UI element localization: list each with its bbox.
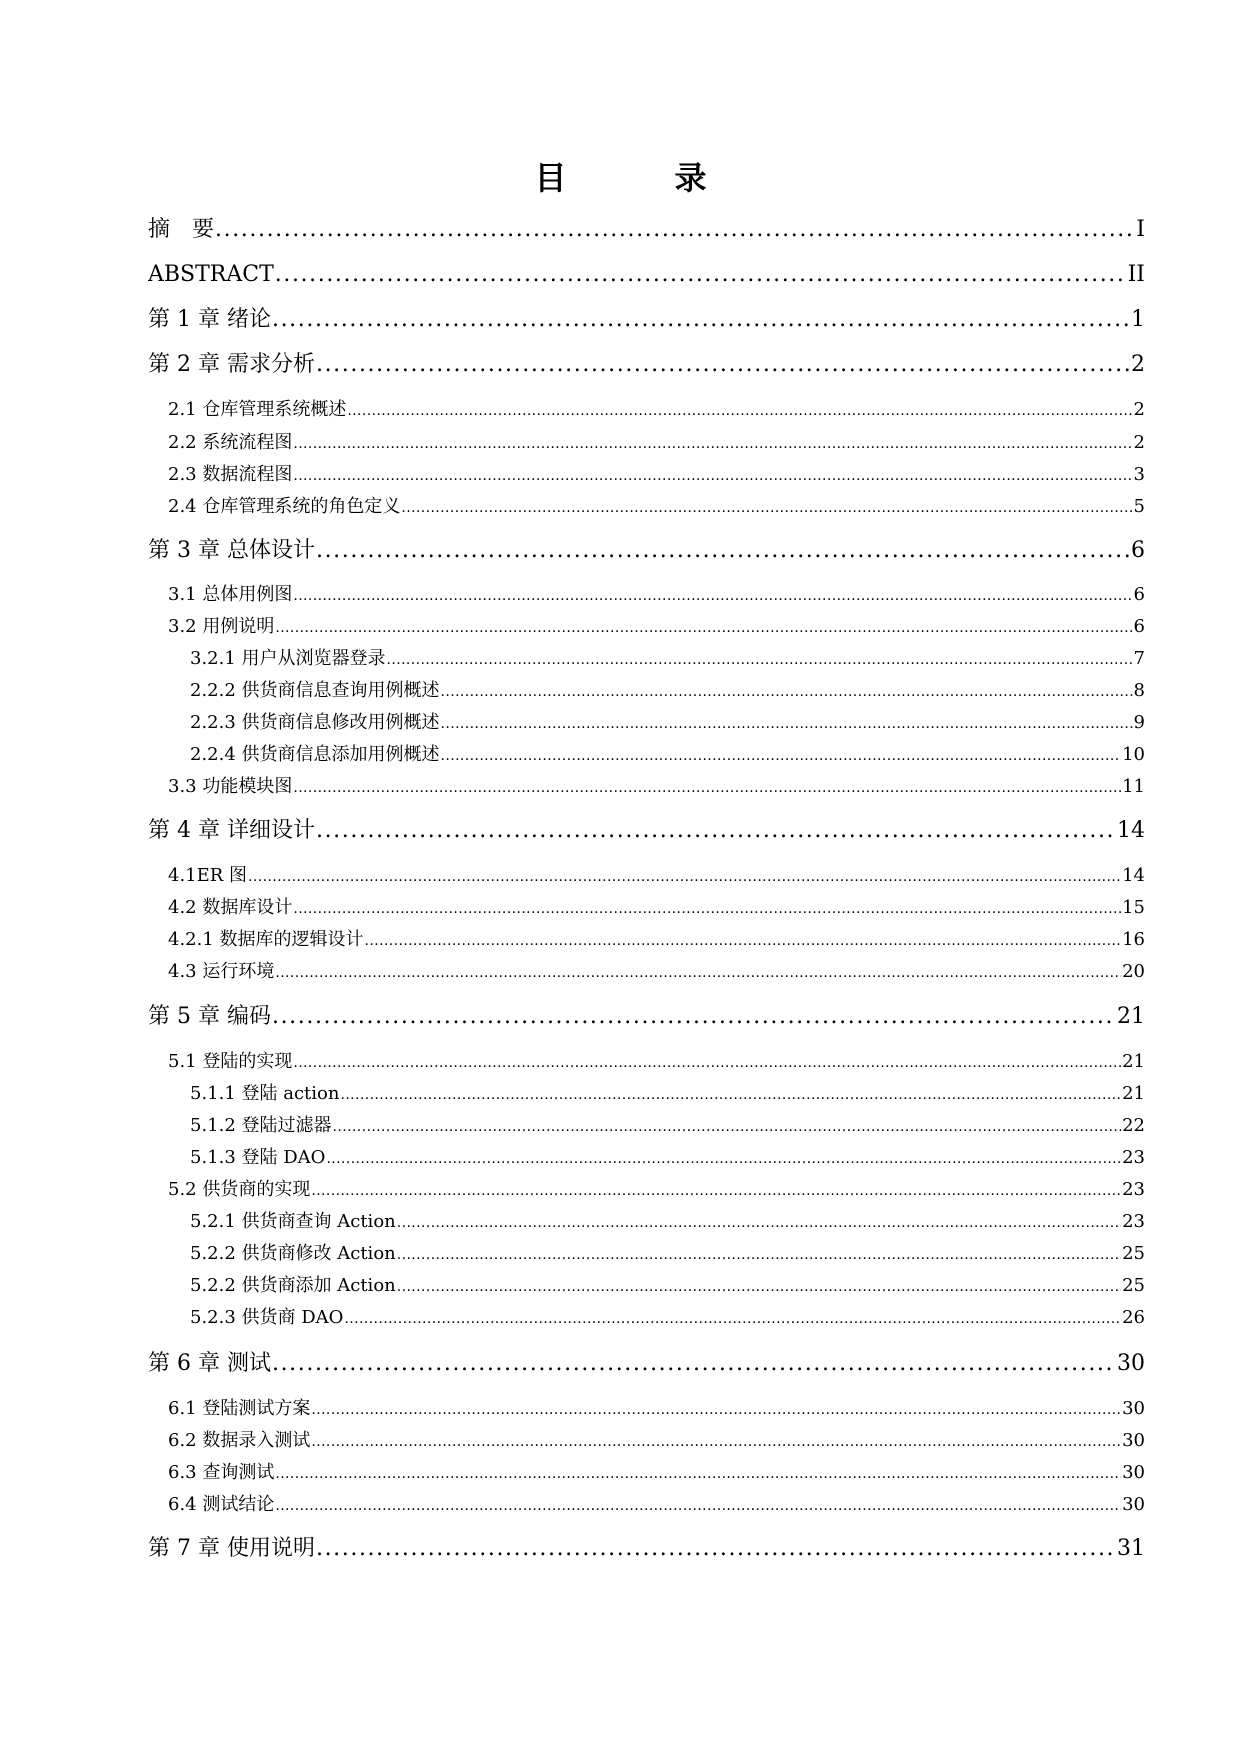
- toc-page-number: 20: [1122, 961, 1145, 982]
- toc-page-number: 7: [1133, 648, 1145, 669]
- toc-page-number: 14: [1122, 865, 1145, 886]
- toc-entry[interactable]: [168, 1049, 1145, 1075]
- toc-entry[interactable]: [168, 1460, 1145, 1486]
- toc-entry[interactable]: [148, 215, 1145, 245]
- toc-entry[interactable]: [168, 462, 1145, 488]
- toc-page-number: 2: [1133, 399, 1145, 420]
- toc-entry-label: 摘 要: [148, 217, 215, 242]
- toc-entry[interactable]: [190, 1305, 1145, 1331]
- toc-entry[interactable]: [168, 1177, 1145, 1203]
- toc-entry[interactable]: [190, 1209, 1145, 1235]
- toc-entry-label: 2.2.4 供货商信息添加用例概述: [190, 744, 440, 765]
- toc-page-number: 6: [1131, 538, 1145, 563]
- toc-entry-label: 2.2.3 供货商信息修改用例概述: [190, 712, 440, 733]
- dot-leader: [275, 959, 1121, 985]
- toc-page-number: 23: [1122, 1211, 1145, 1232]
- dot-leader: [401, 494, 1132, 520]
- dot-leader: [311, 1396, 1121, 1422]
- toc-page-number: I: [1136, 217, 1145, 242]
- dot-leader: [333, 1113, 1122, 1139]
- toc-entry[interactable]: [190, 1273, 1145, 1299]
- toc-page-number: 1: [1131, 307, 1145, 332]
- dot-leader: [441, 710, 1133, 736]
- toc-entry[interactable]: [148, 350, 1145, 380]
- dot-leader: [248, 863, 1121, 889]
- toc-page-number: 15: [1122, 897, 1145, 918]
- toc-entry[interactable]: [168, 774, 1145, 800]
- toc-entry[interactable]: [190, 1081, 1145, 1107]
- toc-page-number: 14: [1117, 818, 1145, 843]
- toc-entry[interactable]: [190, 1113, 1145, 1139]
- toc-entry[interactable]: [168, 1396, 1145, 1422]
- dot-leader: [293, 895, 1121, 921]
- toc-entry[interactable]: [168, 1492, 1145, 1518]
- toc-page-number: 16: [1122, 929, 1145, 950]
- toc-entry[interactable]: [190, 742, 1145, 768]
- dot-leader: [316, 350, 1130, 380]
- dot-leader: [293, 774, 1121, 800]
- toc-entry-label: 5.1.2 登陆过滤器: [190, 1115, 332, 1136]
- toc-entry[interactable]: [168, 430, 1145, 456]
- toc-entry-label: 第 6 章 测试: [148, 1351, 271, 1376]
- toc-entry-label: 2.2 系统流程图: [168, 432, 293, 453]
- dot-leader: [272, 1002, 1116, 1032]
- dot-leader: [293, 430, 1132, 456]
- toc-entry-label: 第 3 章 总体设计: [148, 538, 315, 563]
- toc-entry[interactable]: [148, 1002, 1145, 1032]
- dot-leader: [397, 1209, 1121, 1235]
- toc-entry-label: 4.2.1 数据库的逻辑设计: [168, 929, 364, 950]
- toc-entry-label: 3.3 功能模块图: [168, 776, 293, 797]
- dot-leader: [293, 582, 1132, 608]
- toc-entry-label: 6.2 数据录入测试: [168, 1430, 311, 1451]
- toc-entry[interactable]: [190, 1241, 1145, 1267]
- dot-leader: [441, 678, 1133, 704]
- toc-entry[interactable]: [168, 397, 1145, 423]
- toc-entry[interactable]: [148, 1349, 1145, 1379]
- toc-page-number: 30: [1122, 1398, 1145, 1419]
- toc-page-number: 3: [1133, 464, 1145, 485]
- toc-entry-label: 4.3 运行环境: [168, 961, 275, 982]
- toc-entry[interactable]: [148, 1534, 1145, 1564]
- toc-entry[interactable]: [148, 536, 1145, 566]
- dot-leader: [275, 1460, 1121, 1486]
- toc-page-number: 2: [1133, 432, 1145, 453]
- toc-entry[interactable]: [190, 678, 1145, 704]
- toc-page-number: 21: [1117, 1004, 1145, 1029]
- toc-page-number: 30: [1122, 1462, 1145, 1483]
- toc-entry-label: 3.2.1 用户从浏览器登录: [190, 648, 386, 669]
- toc-entry-label: ABSTRACT: [148, 262, 274, 287]
- toc-page-number: 22: [1122, 1115, 1145, 1136]
- toc-entry-label: 3.1 总体用例图: [168, 584, 293, 605]
- dot-leader: [397, 1241, 1121, 1267]
- toc-page-number: 21: [1122, 1083, 1145, 1104]
- toc-entry-label: 5.2.1 供货商查询 Action: [190, 1211, 396, 1232]
- toc-page-number: 10: [1122, 744, 1145, 765]
- toc-page-number: 9: [1133, 712, 1145, 733]
- toc-page-number: 11: [1122, 776, 1145, 797]
- dot-leader: [340, 1081, 1121, 1107]
- toc-page-number: 8: [1133, 680, 1145, 701]
- toc-page-number: 26: [1122, 1307, 1145, 1328]
- toc-entry[interactable]: [148, 260, 1145, 290]
- toc-entry-label: 5.1.1 登陆 action: [190, 1083, 340, 1104]
- toc-title: 目 录: [534, 159, 745, 197]
- dot-leader: [311, 1428, 1121, 1454]
- toc-entry[interactable]: [168, 895, 1145, 921]
- toc-entry-label: 4.2 数据库设计: [168, 897, 293, 918]
- toc-entry[interactable]: [168, 863, 1145, 889]
- dot-leader: [316, 1534, 1116, 1564]
- toc-page-number: 30: [1117, 1351, 1145, 1376]
- toc-entry-label: 第 4 章 详细设计: [148, 818, 315, 843]
- toc-entry-label: 6.1 登陆测试方案: [168, 1398, 311, 1419]
- toc-entry-label: 6.4 测试结论: [168, 1494, 275, 1515]
- toc-entry[interactable]: [168, 582, 1145, 608]
- dot-leader: [293, 1049, 1121, 1075]
- toc-entry[interactable]: [168, 494, 1145, 520]
- toc-page-number: 30: [1122, 1494, 1145, 1515]
- toc-entry[interactable]: [190, 646, 1145, 672]
- dot-leader: [316, 816, 1116, 846]
- toc-entry[interactable]: [168, 959, 1145, 985]
- toc-entry-label: 5.1.3 登陆 DAO: [190, 1147, 326, 1168]
- dot-leader: [316, 536, 1130, 566]
- toc-entry[interactable]: [190, 710, 1145, 736]
- toc-entry[interactable]: [148, 816, 1145, 846]
- toc-entry-label: 4.1ER 图: [168, 865, 248, 886]
- dot-leader: [397, 1273, 1121, 1299]
- toc-entry-label: 2.2.2 供货商信息查询用例概述: [190, 680, 440, 701]
- toc-entry-label: 5.2.2 供货商修改 Action: [190, 1243, 396, 1264]
- toc-page-number: 25: [1122, 1275, 1145, 1296]
- toc-entry-label: 6.3 查询测试: [168, 1462, 275, 1483]
- dot-leader: [293, 462, 1132, 488]
- dot-leader: [387, 646, 1133, 672]
- toc-entry[interactable]: [168, 614, 1145, 640]
- dot-leader: [275, 260, 1127, 290]
- dot-leader: [272, 1349, 1116, 1379]
- toc-page-number: II: [1127, 262, 1145, 287]
- dot-leader: [365, 927, 1122, 953]
- toc-page-number: 6: [1133, 584, 1145, 605]
- toc-entry[interactable]: [190, 1145, 1145, 1171]
- toc-entry-label: 第 7 章 使用说明: [148, 1536, 315, 1561]
- toc-page-number: 23: [1122, 1179, 1145, 1200]
- toc-page-number: 21: [1122, 1051, 1145, 1072]
- toc-entry[interactable]: [148, 305, 1145, 335]
- toc-entry-label: 第 5 章 编码: [148, 1004, 271, 1029]
- toc-page-number: 25: [1122, 1243, 1145, 1264]
- toc-entry-label: 2.3 数据流程图: [168, 464, 293, 485]
- toc-entry[interactable]: [168, 927, 1145, 953]
- toc-page-number: 2: [1131, 352, 1145, 377]
- toc-page-number: 30: [1122, 1430, 1145, 1451]
- dot-leader: [311, 1177, 1121, 1203]
- toc-page-number: 6: [1133, 616, 1145, 637]
- dot-leader: [326, 1145, 1121, 1171]
- dot-leader: [344, 1305, 1121, 1331]
- dot-leader: [441, 742, 1122, 768]
- toc-entry-label: 3.2 用例说明: [168, 616, 275, 637]
- toc-entry-label: 2.1 仓库管理系统概述: [168, 399, 347, 420]
- toc-entry-label: 5.2.3 供货商 DAO: [190, 1307, 344, 1328]
- toc-entry-label: 2.4 仓库管理系统的角色定义: [168, 496, 401, 517]
- toc-page-number: 23: [1122, 1147, 1145, 1168]
- toc-entry-label: 5.2.2 供货商添加 Action: [190, 1275, 396, 1296]
- toc-page-number: 31: [1117, 1536, 1145, 1561]
- toc-entry-label: 5.1 登陆的实现: [168, 1051, 293, 1072]
- toc-page-number: 5: [1133, 496, 1145, 517]
- dot-leader: [215, 215, 1135, 245]
- dot-leader: [275, 614, 1132, 640]
- dot-leader: [347, 397, 1132, 423]
- toc-entry-label: 第 2 章 需求分析: [148, 352, 315, 377]
- dot-leader: [272, 305, 1130, 335]
- toc-entry-label: 5.2 供货商的实现: [168, 1179, 311, 1200]
- toc-entry[interactable]: [168, 1428, 1145, 1454]
- dot-leader: [275, 1492, 1121, 1518]
- toc-entry-label: 第 1 章 绪论: [148, 307, 271, 332]
